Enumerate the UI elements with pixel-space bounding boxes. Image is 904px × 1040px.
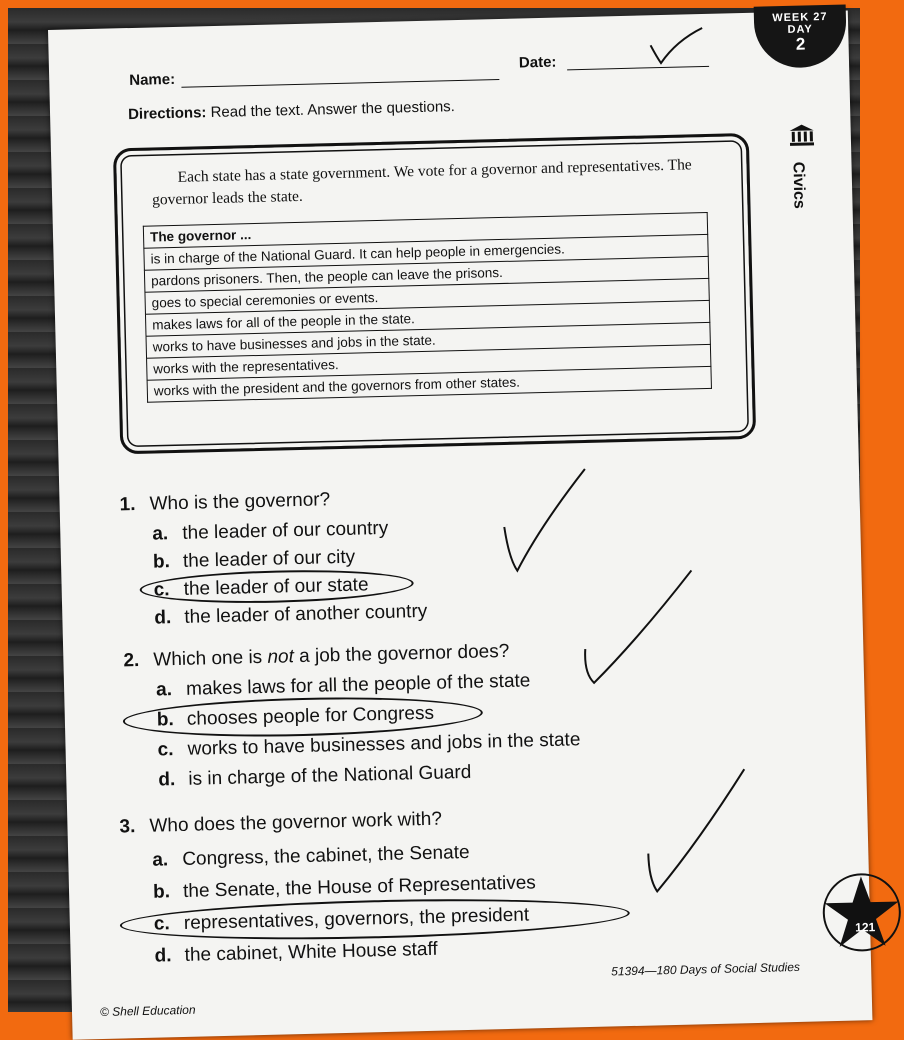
option-letter: a. [152, 849, 169, 871]
option-letter: b. [152, 881, 171, 903]
publisher: © Shell Education [99, 1002, 196, 1020]
reading-passage: Each state has a state government. We vote for a governor and representatives. The governor leads the state. [151, 156, 692, 209]
option-text: Congress, the cabinet, the Senate [182, 841, 470, 870]
option-text: works to have businesses and jobs in the state [187, 729, 581, 760]
question-1 [119, 489, 330, 516]
date-checkmark-icon [646, 26, 707, 67]
option-letter: a. [152, 523, 169, 545]
option-letter: b. [152, 551, 171, 573]
q1-option-a[interactable] [152, 518, 388, 546]
directions-text: Read the text. Answer the questions. [210, 98, 456, 122]
option-text: the leader of our city [182, 546, 356, 572]
option-text: the cabinet, White House staff [184, 938, 438, 966]
q3-option-d[interactable] [154, 939, 438, 968]
table-row: goes to special ceremonies or events. [145, 278, 709, 314]
name-line [181, 79, 499, 88]
option-letter: c. [157, 739, 174, 761]
subject-side-label: Civics [789, 161, 808, 210]
week-day-badge [754, 5, 847, 69]
question-text-pre: Which one is [153, 646, 268, 671]
option-text: the Senate, the House of Representatives [182, 872, 537, 902]
option-letter: c. [153, 913, 170, 935]
q3-option-a[interactable] [152, 842, 470, 872]
table-row: is in charge of the National Guard. It can help people in emergencies. [144, 234, 708, 270]
table-row: works to have businesses and jobs in the state. [146, 322, 710, 358]
question-text: Who is the governor? [149, 489, 331, 515]
question-text-emphasis: not [267, 646, 295, 668]
option-letter: d. [154, 607, 172, 629]
option-text: makes laws for all the people of the state [185, 670, 531, 700]
photo-background [8, 8, 876, 1020]
page-star-icon [821, 871, 903, 953]
option-letter: c. [153, 579, 170, 601]
question-2 [123, 641, 509, 672]
question-3 [119, 809, 442, 839]
option-text: the leader of another country [184, 600, 428, 628]
option-text: the leader of our state [183, 574, 369, 600]
option-letter: d. [154, 945, 172, 967]
q1-checkmark-icon [499, 465, 592, 577]
badge-week: WEEK 27 [772, 10, 828, 25]
question-number: 3. [119, 816, 136, 838]
q2-option-d[interactable] [158, 762, 472, 792]
table-row: makes laws for all of the people in the state. [145, 300, 709, 336]
worksheet-page [48, 10, 876, 1039]
option-letter: a. [155, 679, 173, 701]
date-label: Date: [518, 53, 557, 72]
directions [128, 98, 455, 123]
q2-checkmark-icon [577, 566, 700, 689]
option-text: chooses people for Congress [186, 702, 435, 730]
name-label: Name: [129, 70, 176, 90]
question-number: 1. [119, 494, 136, 516]
q1-answer-circle [139, 567, 414, 606]
book-title: 51394—180 Days of Social Studies [611, 959, 801, 979]
directions-label: Directions: [127, 104, 207, 124]
page-number: 121 [854, 920, 876, 935]
question-text-post: a job the governor does? [293, 640, 510, 668]
table-header: The governor ... [143, 212, 707, 248]
capitol-building-icon [789, 123, 816, 146]
option-letter: b. [156, 709, 175, 731]
question-text: Who does the governor work with? [149, 808, 443, 837]
q3-checkmark-icon [640, 765, 753, 898]
option-text: is in charge of the National Guard [188, 761, 472, 790]
option-text: representatives, governors, the president [183, 904, 530, 934]
table-row: pardons prisoners. Then, the people can leave the prisons. [144, 256, 708, 292]
question-number: 2. [123, 649, 140, 672]
option-letter: d. [158, 769, 176, 791]
badge-day-number: 2 [795, 34, 806, 54]
option-text: the leader of our country [182, 517, 389, 544]
badge-day: DAY [787, 23, 813, 36]
table-row: works with the representatives. [147, 344, 711, 380]
governor-duties-table [143, 212, 712, 403]
date-line [567, 66, 709, 70]
table-row: works with the president and the governors from other states. [147, 366, 711, 402]
q1-option-d[interactable] [154, 601, 427, 630]
